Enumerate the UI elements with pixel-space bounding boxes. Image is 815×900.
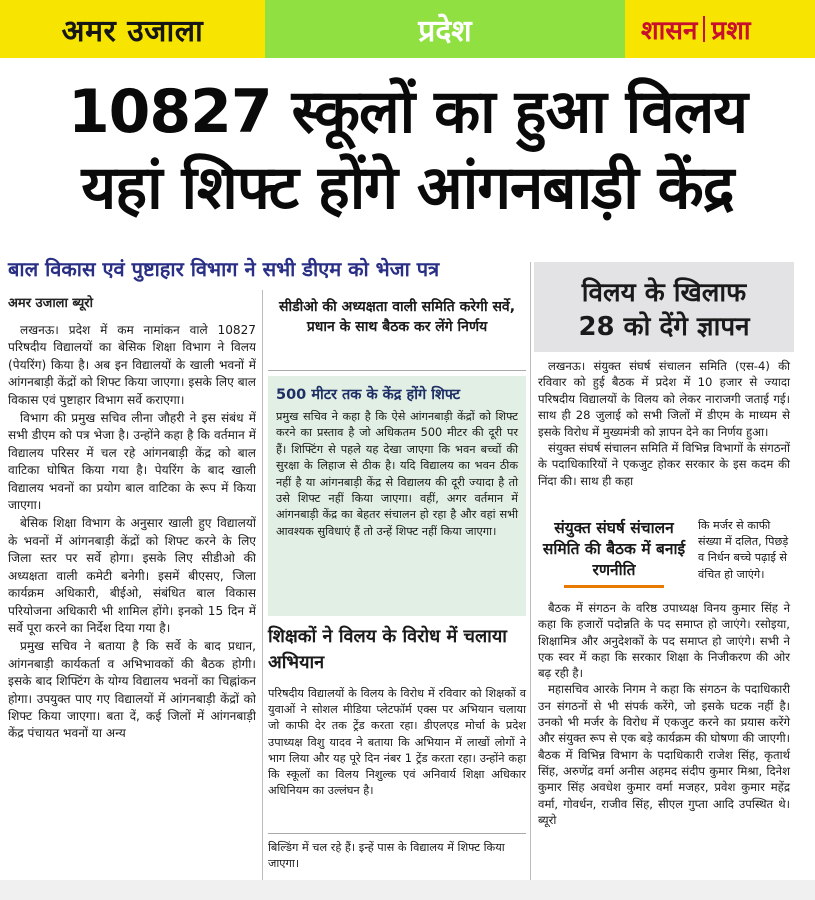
- divider: [268, 370, 526, 371]
- inset-block: [534, 518, 796, 598]
- subsection-label-2: प्रशा: [711, 16, 751, 46]
- masthead-bar: [0, 0, 815, 58]
- inset-heading: संयुक्त संघर्ष संचालन समिति की बैठक में बनाई रणनीति: [542, 519, 686, 579]
- paragraph: प्रमुख सचिव ने बताया है कि सर्वे के बाद प्रधान, आंगनबाड़ी कार्यकर्ता व अभिभावकों की बैठक होगी। इसके बाद शिफ्टिंग के योग्य विद्यालय भवनों का चिह्नांकन होगा। उपयुक्त पाए गए विद्यालयों में आंगनबाड़ी केंद्रों को शिफ्ट किया जाएगा। बता दें, कई जिलों में आंगनबाड़ी केंद्र पंचायत भवनों या अन्य: [8, 639, 256, 741]
- side-headline-line-1: विलय के खिलाफ: [581, 278, 747, 308]
- paper-logo: [0, 0, 265, 58]
- section-label: प्रदेश: [418, 13, 472, 49]
- paragraph: लखनऊ। प्रदेश में कम नामांकन वाले 10827 परिषदीय विद्यालयों का बेसिक शिक्षा विभाग ने विलय (पेयरिंग) किया है। अब इन विद्यालयों के खाली भवनों में आंगनबाड़ी केंद्रों को शिफ्ट किया जाएगा। इसके लिए बाल विकास एवं पुष्टाहार विभाग सर्वे कराएगा।: [8, 323, 256, 407]
- article-column-1: [8, 322, 256, 892]
- info-box-title: 500 मीटर तक के केंद्र होंगे शिफ्ट: [276, 387, 461, 403]
- info-box-body: प्रमुख सचिव ने कहा है कि ऐसे आंगनबाड़ी केंद्रों को शिफ्ट करने का प्रस्ताव है जो अधिकतम 500 मीटर की दूरी पर हैं। शिफ्टिंग से पहले यह देखा जाएगा कि भवन बच्चों की सुरक्षा के लिहाज से ठीक है। यदि विद्यालय का भवन ठीक नहीं है या आंगनबाड़ी केंद्र से विद्यालय की दूरी ज्यादा है तो उसे शिफ्ट नहीं किया जाएगा। वहीं, अगर वर्तमान में आंगनबाड़ी केंद्र का बेहतर संचालन हो रहा है और वहां सभी आवश्यक सुविधाएं हैं तो उन्हें शिफ्ट नहीं किया जाएगा।: [276, 410, 518, 538]
- section-body: परिषदीय विद्यालयों के विलय के विरोध में रविवार को शिक्षकों व युवाओं ने सोशल मीडिया प्लेटफॉर्म एक्स पर अभियान चलाया जो काफी देर तक ट्रेंड करता रहा। डीएलएड मोर्चा के प्रदेश उपाध्यक्ष विशु यादव ने बताया कि अभियान में लाखों लोगों ने भाग लिया और यह पूरे दिन नंबर 1 ट्रेंड करता रहा। उन्होंने कहा कि स्कूलों का विलय निशुल्क एवं अनिवार्य शिक्षा अधिकार अधिनियम का उल्लंघन है।: [268, 687, 526, 798]
- bottom-margin: [0, 880, 815, 900]
- paper-name: अमर उजाला: [61, 13, 204, 49]
- side-story-text: [538, 358, 790, 489]
- inset-side-text: कि मर्जर से काफी संख्या में दलित, पिछड़े व निर्धन बच्चे पढ़ाई से वंचित हो जाएंगे।: [698, 519, 789, 581]
- side-headline-line-2: 28 को देंगे ज्ञापन: [578, 312, 750, 342]
- paragraph: महासचिव आरके निगम ने कहा कि संगठन के पदाधिकारी उन संगठनों से भी संपर्क करेंगे, जो इसके घटक नहीं है। उनको भी मर्जर के विरोध में एकजुट करने का प्रयास करेंगे और संयुक्त रूप से एक बड़े कार्यक्रम की घोषणा की जाएगी। बैठक में विभिन्न विभाग के पदाधिकारी राजेश सिंह, कृतार्थ सिंह, अरुणेंद्र वर्मा अनीस अहमद संदीप कुमार मिश्रा, दिनेश कुमार सिंह अवधेश कुमार वर्मा मजहर, प्रवेश कुमार महेंद्र वर्मा, गोवर्धन, राजीव सिंह, सीएल गुप्ता आदि उपस्थित थे। ब्यूरो: [538, 682, 790, 827]
- paragraph: विभाग की प्रमुख सचिव लीना जौहरी ने इस संबंध में सभी डीएम को पत्र भेजा है। उन्होंने कहा है कि वर्तमान में विद्यालय परिसर में चल रहे आंगनबाड़ी केंद्र को बाल वाटिका घोषित किया गया है। पेयरिंग के बाद खाली विद्यालय भवनों का प्रयोग बाल वाटिका के रूप में किया जाएगा।: [8, 411, 256, 513]
- side-story-continued: [538, 600, 790, 828]
- section-band: [265, 0, 625, 58]
- paragraph: लखनऊ। संयुक्त संघर्ष संचालन समिति (एस-4) की रविवार को हुई बैठक में प्रदेश में 10 हजार से ज्यादा परिषदीय विद्यालयों के विलय को लेकर नाराजगी जताई गई। साथ ही 28 जुलाई को सभी जिलों में डीएम के माध्यम से इसके विरोध में मुख्यमंत्री को ज्ञापन देने का निर्णय हुआ।: [538, 359, 790, 439]
- continued-text: बिल्डिंग में चल रहे हैं। इन्हें पास के विद्यालय में शिफ्ट किया जाएगा।: [268, 841, 505, 871]
- subsection-band: [625, 0, 815, 58]
- headline-line-1: 10827 स्कूलों का हुआ विलय: [67, 77, 748, 147]
- sub-headline: बाल विकास एवं पुष्टाहार विभाग ने सभी डीएम को भेजा पत्र: [8, 257, 440, 281]
- divider: [268, 833, 526, 834]
- byline: अमर उजाला ब्यूरो: [8, 296, 93, 311]
- paragraph: संयुक्त संघर्ष संचालन समिति में विभिन्न विभागों के संगठनों के पदाधिकारियों ने एकजुट होकर सरकार के इस कदम की निंदा की। साथ ही कहा: [538, 441, 790, 488]
- headline-line-2: यहां शिफ्ट होंगे आंगनबाड़ी केंद्र: [81, 153, 734, 223]
- paragraph: बैठक में संगठन के वरिष्ठ उपाध्यक्ष विनय कुमार सिंह ने कहा कि हजारों पदोन्नति के पद समाप्त हो जाएंगे। रसोइया, शिक्षामित्र और अनुदेशकों के पद समाप्त हो जाएंगे। सभी ने एक स्वर में कहा कि सरकार शिक्षा के निजीकरण की ओर बढ़ रही है।: [538, 601, 790, 681]
- info-box: [268, 376, 526, 616]
- side-story-headline-box: [534, 262, 794, 352]
- subsection-separator: [703, 16, 705, 42]
- subsection-label-1: शासन: [641, 16, 698, 46]
- main-headline: [0, 74, 815, 226]
- column-divider: [530, 262, 531, 892]
- inset-underline: [564, 585, 664, 588]
- deck-text: सीडीओ की अध्यक्षता वाली समिति करेगी सर्वे, प्रधान के साथ बैठक कर लेंगे निर्णय: [278, 299, 516, 335]
- column-divider: [262, 290, 263, 890]
- section-heading: शिक्षकों ने विलय के विरोध में चलाया अभियान: [268, 626, 507, 673]
- paragraph: बेसिक शिक्षा विभाग के अनुसार खाली हुए विद्यालयों के भवनों में आंगनबाड़ी केंद्रों को शिफ्ट करने के लिए जिला स्तर पर सर्वे होगा। इसके लिए सीडीओ की अध्यक्षता वाली कमेटी बनेगी। इसमें बीएसए, जिला कार्यक्रम अधिकारी, बीईओ, संबंधित बाल विकास परियोजना अधिकारी भी शामिल होंगे। इनको 15 दिन में सर्वे पूरा करने का निर्देश दिया गया है।: [8, 516, 256, 635]
